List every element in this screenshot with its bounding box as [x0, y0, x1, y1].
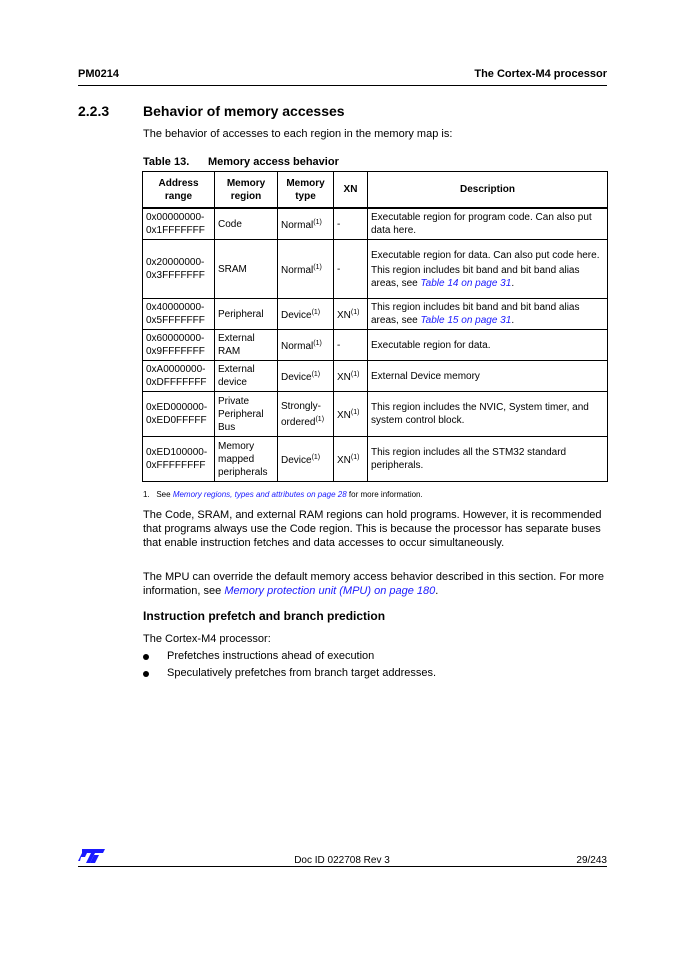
description-cell: External Device memory: [368, 361, 608, 392]
address-range-cell: 0x00000000- 0x1FFFFFFF: [143, 208, 215, 240]
header-description: Description: [368, 172, 608, 209]
header-chapter: The Cortex-M4 processor: [474, 68, 607, 80]
description-cell: This region includes the NVIC, System timer, and system control block.: [368, 392, 608, 437]
xn-cell: -: [334, 240, 368, 299]
region-cell: Private Peripheral Bus: [215, 392, 278, 437]
table-footnote: 1. See Memory regions, types and attributes on page 28 for more information.: [143, 490, 423, 499]
header-divider: [78, 85, 607, 86]
region-cell: SRAM: [215, 240, 278, 299]
table-row: [143, 299, 608, 330]
type-cell: Device$^{(1)}$: [278, 437, 334, 482]
section-number: 2.2.3: [78, 103, 110, 119]
xn-cell: XN$^{(1)}$: [334, 361, 368, 392]
xn-cell: XN$^{(1)}$: [334, 299, 368, 330]
region-cell: External device: [215, 361, 278, 392]
header-xn: XN: [334, 172, 368, 209]
region-cell: External RAM: [215, 330, 278, 361]
table-14-link[interactable]: Table 14 on page 31: [420, 277, 512, 289]
xn-cell: XN$^{(1)}$: [334, 392, 368, 437]
bullet-icon: [143, 654, 149, 660]
header-doc-code: PM0214: [78, 68, 119, 80]
paragraph-mpu: The MPU can override the default memory access behavior described in this section. For more information, see Memory protection unit (MPU) on page 180.: [143, 571, 604, 597]
table-title: Memory access behavior: [208, 156, 339, 168]
table-15-link[interactable]: Table 15 on page 31: [420, 315, 512, 326]
description-cell: This region includes bit band and bit band alias areas, see Table 15 on page 31.: [368, 299, 608, 330]
bullet-icon: [143, 671, 149, 677]
xn-cell: XN$^{(1)}$: [334, 437, 368, 482]
region-cell: Memory mapped peripherals: [215, 437, 278, 482]
xn-cell: -: [334, 208, 368, 240]
memory-access-table: [142, 171, 608, 482]
type-cell: Strongly- ordered$^{(1)}$: [278, 392, 334, 437]
type-cell: Normal$^{(1)}$: [278, 240, 334, 299]
address-range-cell: 0x40000000- 0x5FFFFFFF: [143, 299, 215, 330]
address-range-cell: 0xED000000- 0xED0FFFFF: [143, 392, 215, 437]
region-cell: Peripheral: [215, 299, 278, 330]
type-cell: Normal$^{(1)}$: [278, 208, 334, 240]
table-row: [143, 361, 608, 392]
paragraph-code-regions: The Code, SRAM, and external RAM regions can hold programs. However, it is recommended that programs always use the Code region. This is because the processor has separate buses that enable instruction fetches and data accesses to occur simultaneously.: [143, 509, 602, 549]
table-row: [143, 240, 608, 299]
footer-divider: [78, 866, 607, 867]
description-cell: Executable region for data.: [368, 330, 608, 361]
region-cell: Code: [215, 208, 278, 240]
header-memory-type: Memory type: [278, 172, 334, 209]
header-address-range: Address range: [143, 172, 215, 209]
address-range-cell: 0x60000000- 0x9FFFFFFF: [143, 330, 215, 361]
section-intro: The behavior of accesses to each region in the memory map is:: [143, 128, 453, 140]
description-cell: Executable region for program code. Can also put data here.: [368, 208, 608, 240]
type-cell: Device$^{(1)}$: [278, 299, 334, 330]
memory-regions-link[interactable]: Memory regions, types and attributes on page 28: [172, 490, 347, 499]
subsection-title: Instruction prefetch and branch prediction: [143, 609, 386, 623]
table-row: [143, 392, 608, 437]
table-number: Table 13.: [143, 156, 190, 168]
table-row: [143, 437, 608, 482]
footer-page-number: 29/243: [576, 855, 607, 866]
description-cell: This region includes all the STM32 standard peripherals.: [368, 437, 608, 482]
mpu-link[interactable]: Memory protection unit (MPU) on page 180: [224, 585, 436, 597]
footer-doc-id: Doc ID 022708 Rev 3: [294, 855, 390, 866]
type-cell: Normal$^{(1)}$: [278, 330, 334, 361]
xn-cell: -: [334, 330, 368, 361]
description-cell: Executable region for data. Can also put code here. This region includes bit band and bit band alias areas, see Table 14 on page 31.: [368, 240, 608, 299]
subsection-intro: The Cortex-M4 processor:: [143, 633, 271, 645]
section-title: Behavior of memory accesses: [143, 103, 345, 119]
address-range-cell: 0xED100000- 0xFFFFFFFF: [143, 437, 215, 482]
address-range-cell: 0xA0000000- 0xDFFFFFFF: [143, 361, 215, 392]
address-range-cell: 0x20000000- 0x3FFFFFFF: [143, 240, 215, 299]
table-header-row: [143, 172, 608, 209]
type-cell: Device$^{(1)}$: [278, 361, 334, 392]
table-row: [143, 330, 608, 361]
header-memory-region: Memory region: [215, 172, 278, 209]
table-row: [143, 208, 608, 240]
